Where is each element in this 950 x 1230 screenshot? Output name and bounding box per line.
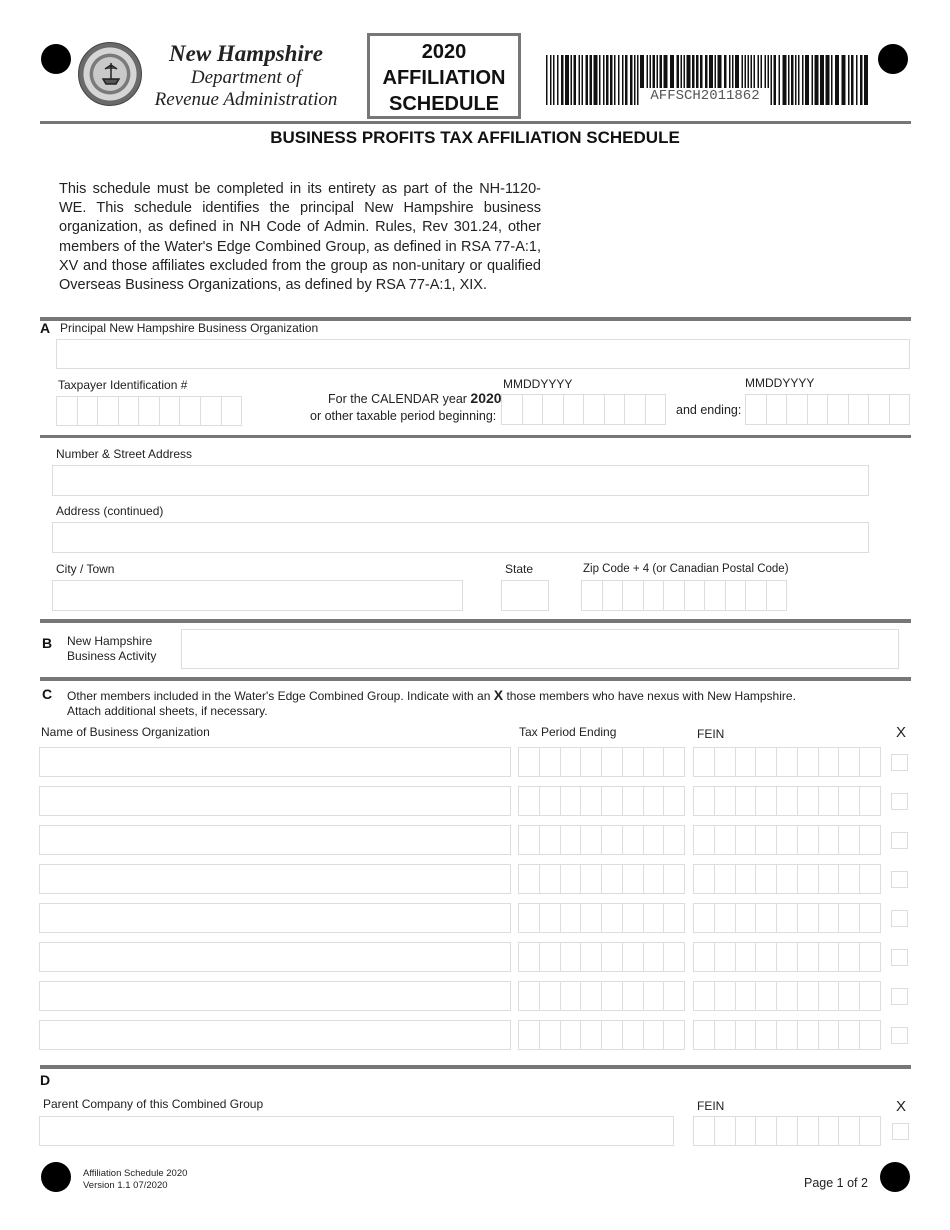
barcode-bar — [610, 55, 613, 105]
barcode-bar — [798, 55, 800, 105]
form-year: 2020 — [421, 41, 467, 63]
tax-period-input[interactable] — [518, 1020, 685, 1050]
member-name-input[interactable] — [39, 981, 511, 1011]
tax-period-input[interactable] — [518, 864, 685, 894]
barcode-text: AFFSCH2011862 — [640, 88, 770, 105]
member-name-input[interactable] — [39, 942, 511, 972]
barcode-bar — [831, 55, 833, 105]
barcode-bar — [851, 55, 854, 105]
barcode-bar — [788, 55, 790, 105]
barcode-bar — [820, 55, 824, 105]
section-c-divider — [40, 677, 911, 681]
barcode-bar — [864, 55, 868, 105]
state-seal-logo — [78, 42, 142, 106]
instruction-suffix: those members who have nexus with New Hampshire. — [506, 689, 796, 703]
tax-period-input[interactable] — [518, 942, 685, 972]
parent-nexus-checkbox[interactable] — [892, 1123, 909, 1140]
barcode-bar — [594, 55, 598, 105]
member-fein-input[interactable] — [693, 786, 881, 816]
tin-label: Taxpayer Identification # — [58, 378, 188, 392]
col-period-header: Tax Period Ending — [519, 725, 617, 739]
tin-input[interactable] — [56, 396, 242, 426]
barcode-bar — [579, 55, 581, 105]
begin-date-input[interactable] — [501, 394, 666, 425]
barcode-bar — [603, 55, 605, 105]
barcode-bar — [574, 55, 577, 105]
barcode-bar — [856, 55, 858, 105]
barcode-bar — [860, 55, 863, 105]
barcode-bar — [618, 55, 620, 105]
footer-form-info — [83, 1168, 187, 1192]
barcode-bar — [553, 55, 555, 105]
barcode-bar — [805, 55, 809, 105]
tax-period-input[interactable] — [518, 903, 685, 933]
agency-name — [140, 40, 352, 111]
calendar-prefix: For the CALENDAR year — [328, 392, 467, 406]
barcode-bar — [771, 55, 773, 105]
section-c-instruction-line-2: Attach additional sheets, if necessary. — [67, 704, 268, 718]
section-c-letter: C — [42, 686, 53, 702]
parent-company-label: Parent Company of this Combined Group — [43, 1097, 264, 1111]
taxable-period-label: or other taxable period beginning: — [310, 409, 497, 423]
barcode-bar — [791, 55, 794, 105]
barcode-bar — [802, 55, 804, 105]
nexus-checkbox[interactable] — [891, 949, 908, 966]
principal-org-input[interactable] — [56, 339, 910, 369]
barcode-bar — [779, 55, 781, 105]
nexus-checkbox[interactable] — [891, 832, 908, 849]
parent-fein-input[interactable] — [693, 1116, 881, 1146]
barcode-bar — [783, 55, 787, 105]
address-divider — [40, 435, 911, 438]
member-name-input[interactable] — [39, 747, 511, 777]
barcode-bar — [842, 55, 846, 105]
section-d-divider — [40, 1065, 911, 1069]
address-cont-input[interactable] — [52, 522, 869, 553]
section-a-letter: A — [40, 320, 51, 336]
business-activity-input[interactable] — [181, 629, 899, 669]
member-fein-input[interactable] — [693, 903, 881, 933]
section-b-divider — [40, 619, 911, 623]
barcode-bar — [812, 55, 814, 105]
barcode-bar — [557, 55, 559, 105]
ending-label: and ending: — [676, 403, 742, 417]
barcode-bar — [835, 55, 839, 105]
tax-period-input[interactable] — [518, 981, 685, 1011]
street-input[interactable] — [52, 465, 869, 496]
member-fein-input[interactable] — [693, 981, 881, 1011]
barcode-bar — [826, 55, 830, 105]
state-label: State — [505, 562, 534, 576]
registration-mark-top-right — [878, 44, 908, 74]
agency-line-1: New Hampshire — [169, 41, 323, 66]
calendar-year-label — [328, 390, 502, 406]
page-number: Page 1 of 2 — [804, 1176, 868, 1190]
barcode-bar — [630, 55, 633, 105]
col-name-header: Name of Business Organization — [41, 725, 210, 739]
begin-date-format: MMDDYYYY — [503, 377, 573, 391]
footer-line-1: Affiliation Schedule 2020 — [83, 1168, 188, 1179]
city-label: City / Town — [56, 562, 115, 576]
end-date-input[interactable] — [745, 394, 910, 425]
member-fein-input[interactable] — [693, 864, 881, 894]
barcode-bar — [614, 55, 616, 105]
form-title-box — [367, 33, 521, 119]
member-name-input[interactable] — [39, 864, 511, 894]
parent-fein-header: FEIN — [697, 1099, 725, 1113]
section-b-letter: B — [42, 635, 53, 651]
col-fein-header: FEIN — [697, 727, 725, 741]
member-fein-input[interactable] — [693, 747, 881, 777]
barcode-bar — [622, 55, 624, 105]
col-x-header: X — [896, 724, 907, 741]
barcode-bar — [571, 55, 573, 105]
barcode-bar — [546, 55, 548, 105]
barcode-bar — [634, 55, 636, 105]
barcode-bar — [774, 55, 777, 105]
zip-input[interactable] — [581, 580, 787, 611]
barcode-bar — [625, 55, 628, 105]
member-name-input[interactable] — [39, 903, 511, 933]
state-input[interactable] — [501, 580, 549, 611]
nexus-checkbox[interactable] — [891, 754, 908, 771]
end-date-format: MMDDYYYY — [745, 376, 815, 390]
principal-org-label: Principal New Hampshire Business Organization — [60, 321, 319, 335]
barcode-bar — [550, 55, 552, 105]
calendar-year: 2020 — [470, 390, 502, 406]
agency-line-3: Revenue Administration — [154, 89, 338, 110]
member-fein-input[interactable] — [693, 825, 881, 855]
nexus-checkbox[interactable] — [891, 871, 908, 888]
barcode-bar — [586, 55, 589, 105]
barcode-bar — [590, 55, 593, 105]
parent-company-input[interactable] — [39, 1116, 674, 1146]
tax-period-input[interactable] — [518, 747, 685, 777]
barcode-bar — [561, 55, 564, 105]
footer-line-2: Version 1.1 07/2020 — [83, 1180, 168, 1191]
activity-label-2: Business Activity — [67, 649, 157, 663]
header-divider — [40, 121, 911, 124]
registration-mark-bottom-right — [880, 1162, 910, 1192]
section-d-letter: D — [40, 1072, 51, 1088]
member-name-input[interactable] — [39, 1020, 511, 1050]
nexus-checkbox[interactable] — [891, 910, 908, 927]
nexus-checkbox[interactable] — [891, 793, 908, 810]
section-c-instruction — [67, 687, 796, 703]
barcode-bar — [848, 55, 850, 105]
parent-x-header: X — [896, 1098, 907, 1115]
zip-label: Zip Code + 4 (or Canadian Postal Code) — [583, 563, 789, 575]
nexus-checkbox[interactable] — [891, 988, 908, 1005]
instruction-mark: X — [493, 687, 504, 703]
activity-label-1: New Hampshire — [67, 634, 153, 648]
barcode-bar — [606, 55, 609, 105]
registration-mark-bottom-left — [41, 1162, 71, 1192]
barcode-bar — [599, 55, 601, 105]
barcode-bar — [582, 55, 584, 105]
member-name-input[interactable] — [39, 786, 511, 816]
registration-mark-top-left — [41, 44, 71, 74]
intro-paragraph: This schedule must be completed in its entirety as part of the NH-1120-WE. This schedule identifies the principal New Hampshire business organization, as defined in NH Code of Admin. Rules, Rev 301.24, other members of the Water's Edge Combined Group, as defined in RSA 77-A:1, XV and those affiliates excluded from the group as non-unitary or qualified Overseas Business Organizations, as defined by RSA 77-A:1, XIX. — [59, 181, 541, 294]
tax-period-input[interactable] — [518, 786, 685, 816]
barcode-bar — [637, 55, 639, 105]
barcode-bar — [565, 55, 569, 105]
tax-period-input[interactable] — [518, 825, 685, 855]
city-input[interactable] — [52, 580, 463, 611]
instruction-prefix: Other members included in the Water's Edge Combined Group. Indicate with an — [67, 689, 491, 703]
form-name-line-1: AFFILIATION — [382, 67, 506, 89]
member-name-input[interactable] — [39, 825, 511, 855]
agency-line-2: Department of — [190, 67, 302, 88]
nexus-checkbox[interactable] — [891, 1027, 908, 1044]
page-title: BUSINESS PROFITS TAX AFFILIATION SCHEDULE — [270, 128, 680, 147]
member-fein-input[interactable] — [693, 1020, 881, 1050]
form-name-line-2: SCHEDULE — [388, 93, 499, 115]
address-cont-label: Address (continued) — [56, 504, 164, 518]
barcode-bar — [795, 55, 797, 105]
barcode-bar — [815, 55, 819, 105]
member-fein-input[interactable] — [693, 942, 881, 972]
street-label: Number & Street Address — [56, 447, 193, 461]
